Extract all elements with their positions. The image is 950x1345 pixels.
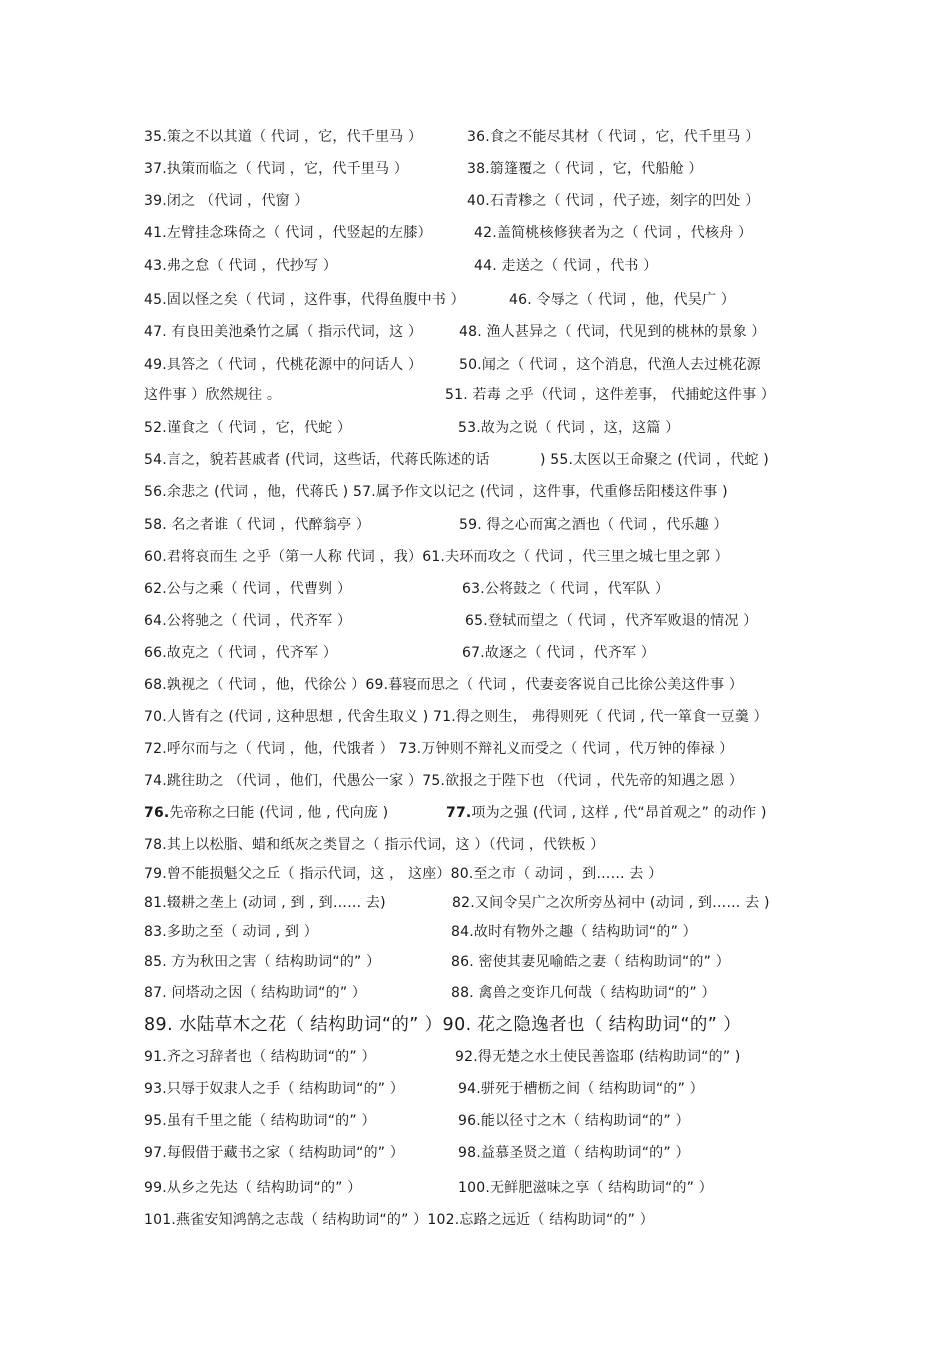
entry-37: 37.执策而临之（ 代词 ，它，代千里马 ） xyxy=(144,161,409,177)
entry-53: 53.故为之说（ 代词 ，这，这篇 ） xyxy=(458,420,680,436)
entry-77-text: 项为之强 (代词 , 这样 , 代“昂首观之” 的动作 ) xyxy=(471,805,767,821)
entry-85: 85. 方为秋田之害（ 结构助词“的” ） xyxy=(144,954,381,970)
entry-82: 82.又间令吴广之次所旁丛祠中 (动词 , 到…… 去 ) xyxy=(452,895,770,911)
entry-54: 54.言之，貌若甚戚者 (代词，这些话，代蒋氏陈述的话 xyxy=(144,452,490,468)
entry-70-71: 70.人皆有之 (代词 , 这种思想 , 代舍生取义 ) 71.得之则生， 弗得则死（ 代词 , 代一箪食一豆羹 ） xyxy=(144,709,768,725)
entry-77 xyxy=(446,804,767,822)
entry-74-75: 74.跳往助之 （代词 ，他们，代愚公一家 ）75.欲报之于陛下也 （代词 ，代先帝的知遇之恩 ） xyxy=(144,773,744,789)
entry-95: 95.虽有千里之能（ 结构助词“的” ） xyxy=(144,1113,376,1129)
entry-99: 99.从乡之先达（ 结构助词“的” ） xyxy=(144,1180,362,1196)
entry-45: 45.固以怪之矣（ 代词 ，这件事，代得鱼腹中书 ） xyxy=(144,292,465,308)
entry-91: 91.齐之习辞者也（ 结构助词“的” ） xyxy=(144,1049,376,1065)
entry-59: 59. 得之心而寓之酒也（ 代词 ，代乐趣 ） xyxy=(459,517,728,533)
entry-42: 42.盖简桃核修狭者为之（ 代词 ，代核舟 ） xyxy=(474,225,753,241)
entry-56-57: 56.余悲之 (代词 ，他，代蒋氏 ) 57.属予作文以记之 (代词 ，这件事，代重修岳阳楼这件事 ) xyxy=(144,484,728,500)
entry-52: 52.谨食之（ 代词 ，它，代蛇 ） xyxy=(144,420,352,436)
entry-58: 58. 名之者谁（ 代词 ，代醉翁亭 ） xyxy=(144,517,371,533)
entry-81: 81.辍耕之垄上 (动词 , 到 , 到…… 去) xyxy=(144,895,386,911)
entry-68-69: 68.孰视之（ 代词 ，他，代徐公 ）69.暮寝而思之（ 代词 ，代妻妾客说自己比徐公美这件事 ） xyxy=(144,677,744,693)
entry-77-number: 77. xyxy=(446,805,472,821)
entry-78: 78.其上以松脂、蜡和纸灰之类冒之（ 指示代词，这 ）（代词 ，代铁板 ） xyxy=(144,837,605,853)
entry-88: 88. 禽兽之变诈几何哉（ 结构助词“的” ） xyxy=(451,985,716,1001)
entry-64: 64.公将驰之（ 代词 ，代齐军 ） xyxy=(144,613,352,629)
entry-36: 36.食之不能尽其材（ 代词 ，它，代千里马 ） xyxy=(467,129,760,145)
entry-87: 87. 问塔动之因（ 结构助词“的” ） xyxy=(144,985,367,1001)
entry-43: 43.弗之怠（ 代词 ，代抄写 ） xyxy=(144,258,338,274)
entry-38: 38.篛篷覆之（ 代词 ，它，代船舱 ） xyxy=(467,161,703,177)
entry-96: 96.能以径寸之木（ 结构助词“的” ） xyxy=(458,1113,690,1129)
entry-50-continuation: 这件事 ）欣然规往 。 xyxy=(144,387,282,403)
entry-100: 100.无鲜肥滋味之享（ 结构助词“的” ） xyxy=(458,1180,713,1196)
entry-60-61: 60.君将哀而生 之乎（第一人称 代词 ，我）61.夫环而攻之（ 代词 ，代三里之城七里之郭 ） xyxy=(144,549,729,565)
entry-65: 65.登轼而望之（ 代词 ，代齐军败退的情况 ） xyxy=(465,613,758,629)
entry-62: 62.公与之乘（ 代词 ，代曹刿 ） xyxy=(144,581,352,597)
entry-35: 35.策之不以其道（ 代词 ，它，代千里马 ） xyxy=(144,129,423,145)
entry-50: 50.闻之（ 代词 ，这个消息，代渔人去过桃花源 xyxy=(459,357,761,373)
entry-97: 97.每假借于藏书之家（ 结构助词“的” ） xyxy=(144,1145,405,1161)
entry-76-number: 76. xyxy=(144,805,170,821)
entry-51: 51. 若毒 之乎（代词 ，这件差事， 代捕蛇这件事 ） xyxy=(445,387,776,403)
entry-84: 84.故时有物外之趣（ 结构助词“的” ） xyxy=(451,924,697,940)
entry-67: 67.故逐之（ 代词 ，代齐军 ） xyxy=(462,645,656,661)
entry-39: 39.闭之 （代词 ，代窗 ） xyxy=(144,193,309,209)
entry-83: 83.多助之至（ 动词 , 到 ） xyxy=(144,924,318,940)
entry-55: ) 55.太医以王命聚之 (代词 ，代蛇 ) xyxy=(540,452,769,468)
entry-41: 41.左臂挂念珠倚之（ 代词 ，代竖起的左膝） xyxy=(144,225,432,241)
entry-94: 94.骈死于槽枥之间（ 结构助词“的” ） xyxy=(458,1081,704,1097)
entry-76 xyxy=(144,804,388,822)
entry-47: 47. 有良田美池桑竹之属（ 指示代词，这 ） xyxy=(144,324,423,340)
entry-72-73: 72.呼尔而与之（ 代词 ，他，代饿者 ） 73.万钟则不辩礼义而受之（ 代词 ，代万钟的俸禄 ） xyxy=(144,741,734,757)
entry-93: 93.只辱于奴隶人之手（ 结构助词“的” ） xyxy=(144,1081,405,1097)
entry-63: 63.公将鼓之（ 代词 ，代军队 ） xyxy=(462,581,670,597)
entry-48: 48. 渔人甚异之（ 代词，代见到的桃林的景象 ） xyxy=(459,324,766,340)
entry-76-text: 先帝称之曰能 (代词 , 他 , 代向庞 ) xyxy=(169,805,389,821)
entry-89-90: 89. 水陆草木之花（ 结构助词“的” ）90. 花之隐逸者也（ 结构助词“的” ） xyxy=(144,1015,742,1035)
entry-79-80: 79.曾不能损魁父之丘（ 指示代词，这 ， 这座）80.至之市（ 动词 ，到…… 去 ） xyxy=(144,866,663,882)
entry-44: 44. 走送之（ 代词 ，代书 ） xyxy=(474,258,658,274)
entry-49: 49.具答之（ 代词 ，代桃花源中的问话人 ） xyxy=(144,357,423,373)
entry-66: 66.故克之（ 代词 ，代齐军 ） xyxy=(144,645,338,661)
entry-101-102: 101.燕雀安知鸿鹄之志哉（ 结构助词“的” ）102.忘路之远近（ 结构助词“的” ） xyxy=(144,1212,654,1228)
entry-98: 98.益慕圣贤之道（ 结构助词“的” ） xyxy=(458,1145,690,1161)
entry-92: 92.得无楚之水土使民善盗耶 (结构助词“的” ) xyxy=(455,1049,741,1065)
entry-46: 46. 令辱之（ 代词 ，他，代吴广 ） xyxy=(509,292,736,308)
entry-40: 40.石青糁之（ 代词 ，代子迹，刻字的凹处 ） xyxy=(467,193,760,209)
entry-86: 86. 密使其妻见喻皓之妻（ 结构助词“的” ） xyxy=(451,954,730,970)
